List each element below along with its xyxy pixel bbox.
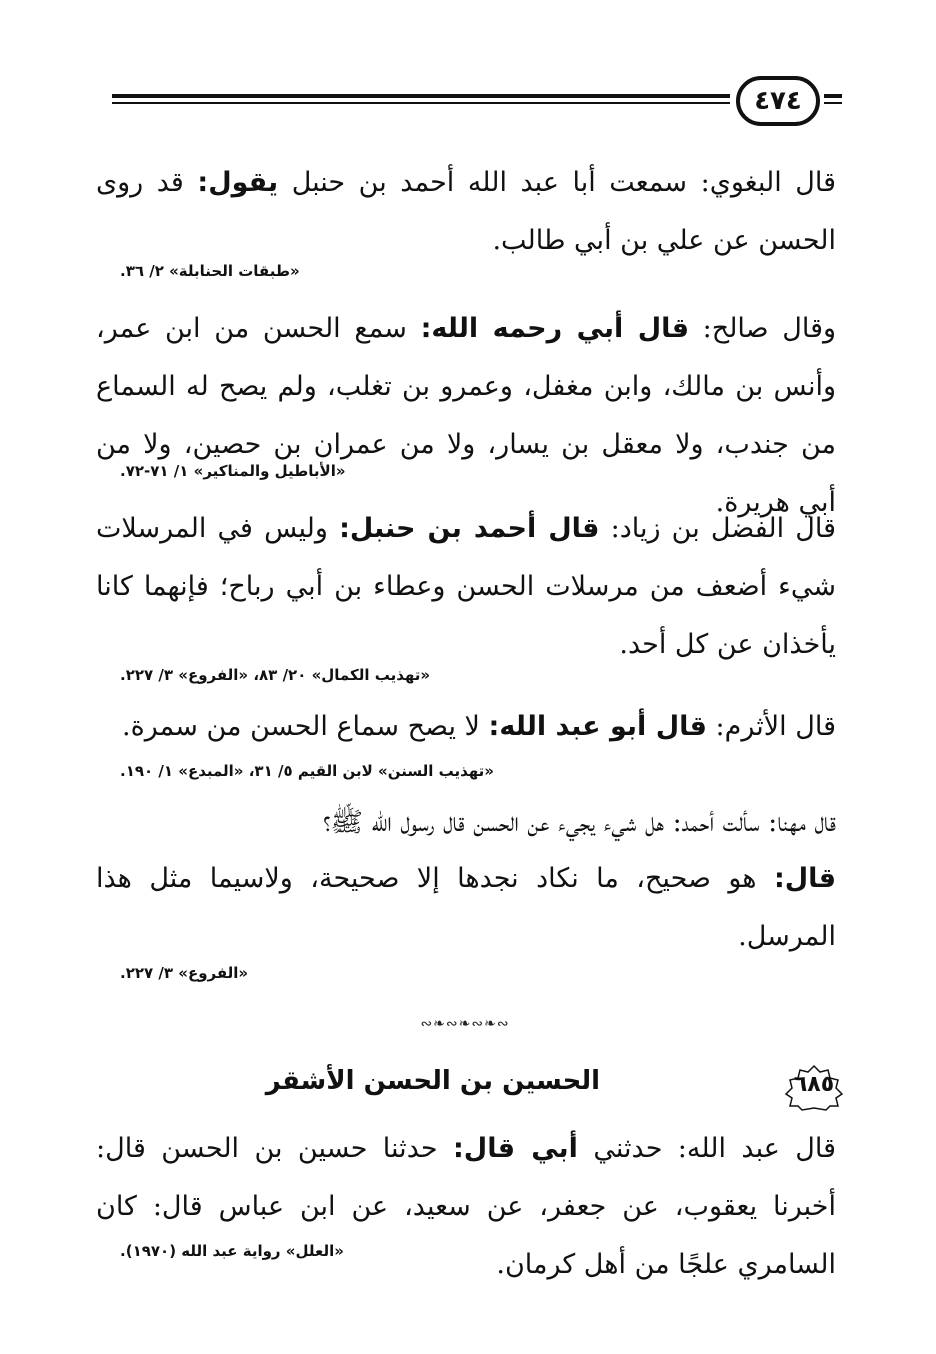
source-citation: «الأباطيل والمناكير» ١/ ٧١-٧٢. — [120, 462, 346, 480]
paragraph-lead: قال البغوي: سمعت أبا عبد الله أحمد بن حنبل — [278, 167, 836, 198]
paragraph-1 — [96, 154, 836, 270]
page-number: ٤٧٤ — [736, 76, 820, 126]
paragraph-rest: قد روى الحسن عن علي بن أبي طالب. — [96, 167, 836, 256]
paragraph-rest: لا يصح سماع الحسن من سمرة. — [122, 711, 489, 742]
paragraph-rest: وليس في المرسلات شيء أضعف من مرسلات الحسن وعطاء بن أبي رباح؛ فإنهما كانا يأخذان عن كل أحد. — [96, 513, 836, 660]
paragraph-6 — [96, 850, 836, 966]
paragraph-7 — [96, 1120, 836, 1294]
paragraph-bold: قال أبو عبد الله: — [488, 711, 707, 742]
paragraph-5 — [96, 794, 836, 852]
paragraph-4 — [96, 698, 836, 756]
source-citation: «تهذيب السنن» لابن القيم ٥/ ٣١، «المبدع» ١/ ١٩٠. — [120, 762, 494, 780]
paragraph-lead: قال الفضل بن زياد: — [599, 513, 836, 544]
paragraph-3 — [96, 500, 836, 674]
paragraph-bold: قال أحمد بن حنبل: — [339, 513, 600, 544]
page-header — [112, 72, 842, 132]
entry-number-badge — [782, 1064, 846, 1112]
paragraph-bold: قال أبي رحمه الله: — [420, 313, 690, 344]
source-citation: «العلل» رواية عبد الله (١٩٧٠). — [120, 1242, 344, 1260]
source-citation: «طبقات الحنابلة» ٢/ ٣٦. — [120, 262, 300, 280]
paragraph-rest: حدثنا حسين بن الحسن قال: أخبرنا يعقوب، عن جعفر، عن سعيد، عن ابن عباس قال: كان السامري علجًا من أهل كرمان. — [96, 1133, 836, 1280]
entry-title: الحسين بن الحسن الأشقر — [265, 1066, 600, 1096]
header-rule-right-thin — [824, 102, 842, 104]
paragraph-bold: قال: — [773, 863, 836, 894]
section-divider-ornament: ∾❧∾❧∾❧∾ — [420, 1016, 510, 1032]
entry-number: ٦٨٥ — [793, 1072, 835, 1097]
source-citation: «الفروع» ٣/ ٢٢٧. — [120, 964, 249, 982]
paragraph-lead: قال مهنا: سألت أحمد: هل شيء يجيء عن الحسن قال رسول الله ﷺ؟ — [323, 807, 836, 838]
paragraph-lead: قال عبد الله: حدثني — [577, 1133, 837, 1164]
paragraph-bold: يقول: — [197, 167, 279, 198]
paragraph-2 — [96, 300, 836, 532]
paragraph-lead: قال الأثرم: — [706, 711, 836, 742]
paragraph-rest: هو صحيح، ما نكاد نجدها إلا صحيحة، ولاسيما مثل هذا المرسل. — [96, 863, 836, 952]
paragraph-bold: أبي قال: — [452, 1133, 578, 1164]
header-rule-thin — [112, 102, 730, 104]
source-citation: «تهذيب الكمال» ٢٠/ ٨٣، «الفروع» ٣/ ٢٢٧. — [120, 666, 431, 684]
paragraph-lead: وقال صالح: — [689, 313, 837, 344]
header-rule-right — [824, 94, 842, 98]
paragraph-rest: سمع الحسن من ابن عمر، وأنس بن مالك، وابن مغفل، وعمرو بن تغلب، ولم يصح له السماع من جندب، ولا معقل بن يسار، ولا من عمران بن حصين، ولا من أبي هريرة. — [96, 313, 836, 518]
header-rule — [112, 94, 730, 98]
